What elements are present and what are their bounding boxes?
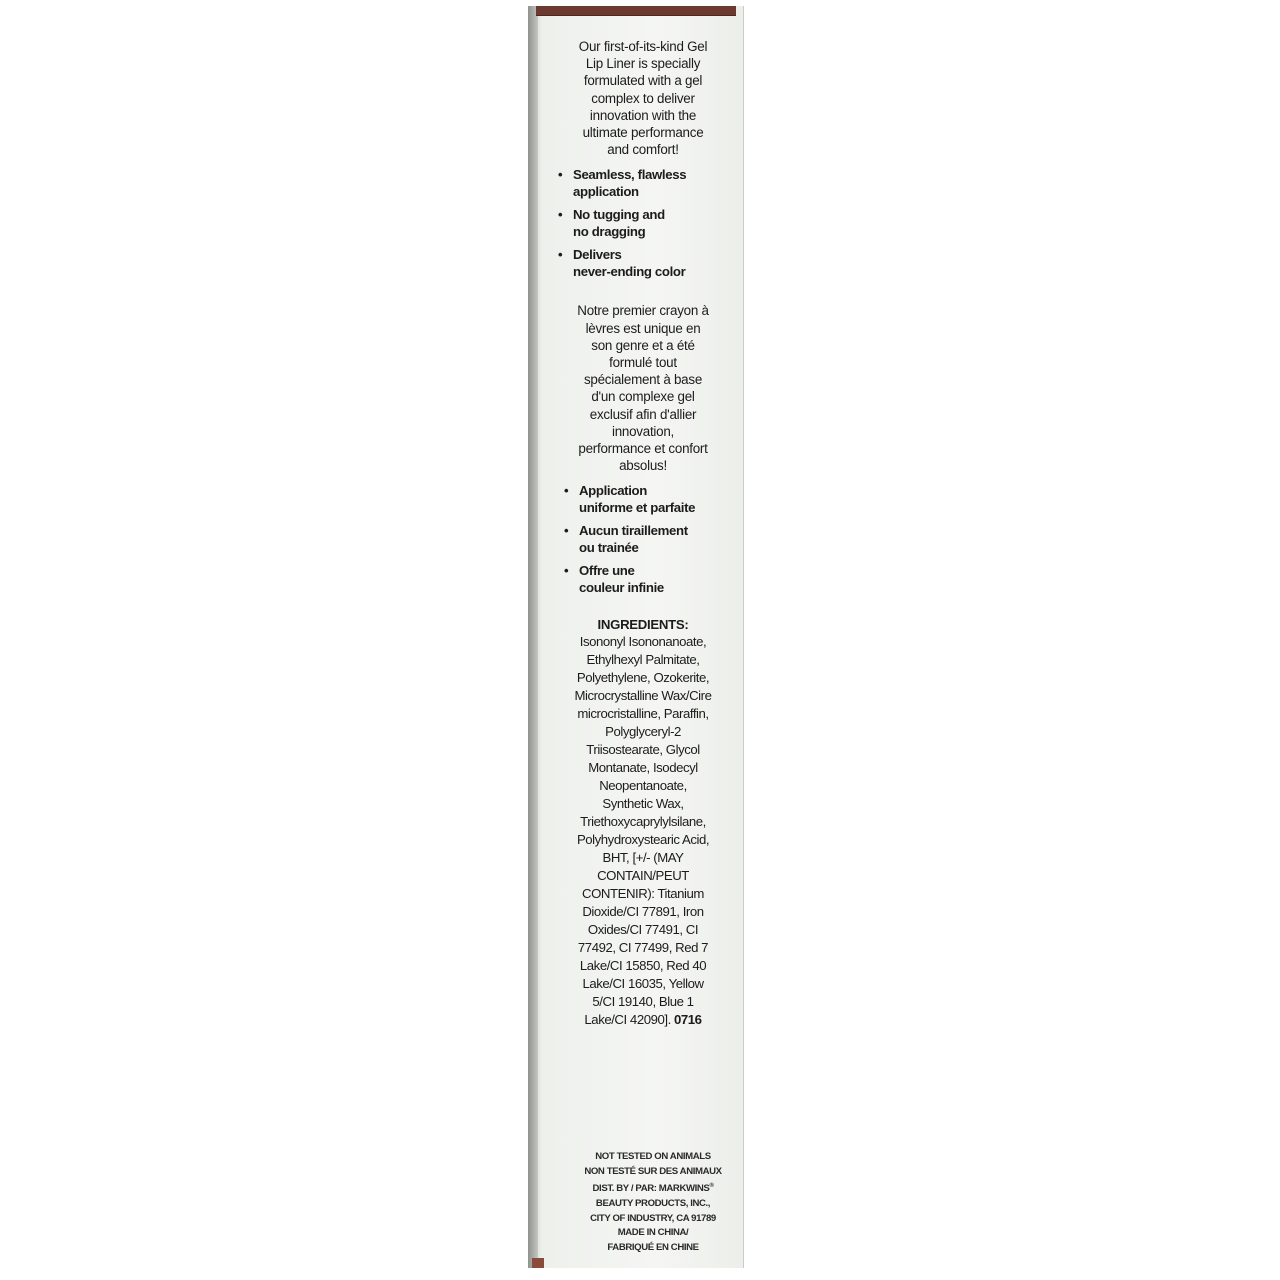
- box-top-flap: [536, 6, 736, 16]
- benefit-text: Aucun tiraillement: [579, 523, 688, 539]
- box-fold-edge: [528, 6, 538, 1268]
- ingredient-line: Polyglyceryl-2: [605, 724, 681, 740]
- bullet-icon: •: [558, 247, 563, 263]
- batch-code: 0716: [674, 1012, 702, 1028]
- benefit-text: No tugging and: [573, 207, 665, 223]
- french-benefits-list: [552, 482, 734, 596]
- english-benefits-list: [552, 166, 734, 280]
- french-line: performance et confort: [578, 441, 708, 457]
- ingredient-line: Neopentanoate,: [599, 778, 687, 794]
- benefit-item: [564, 522, 734, 556]
- ingredient-line: microcristalline, Paraffin,: [577, 706, 709, 722]
- french-line: d'un complexe gel: [591, 389, 695, 405]
- box-copy: [552, 38, 734, 1029]
- french-line: innovation,: [611, 423, 675, 439]
- bullet-icon: •: [558, 207, 563, 223]
- benefit-text: never-ending color: [573, 264, 686, 280]
- benefit-text: Application: [579, 483, 647, 499]
- ingredient-line: Polyhydroxystearic Acid,: [576, 832, 710, 848]
- benefit-item: [558, 166, 734, 200]
- benefit-text: application: [573, 184, 639, 200]
- ingredients-list: [552, 633, 734, 1029]
- legal-line: NOT TESTED ON ANIMALS: [595, 1151, 711, 1162]
- legal-line: MADE IN CHINA/: [617, 1227, 689, 1239]
- ingredient-line: Lake/CI 16035, Yellow: [582, 976, 704, 992]
- legal-line: CITY OF INDUSTRY, CA 91789: [590, 1212, 716, 1224]
- english-line: Lip Liner is specially: [585, 56, 701, 72]
- ingredient-line: BHT, [+/- (MAY: [602, 850, 684, 866]
- english-line: Our first-of-its-kind Gel: [578, 39, 708, 54]
- benefit-text: uniforme et parfaite: [579, 500, 696, 516]
- french-line: spécialement à base: [583, 372, 703, 388]
- ingredient-line: Polyethylene, Ozokerite,: [576, 670, 710, 686]
- ingredient-line: 77492, CI 77499, Red 7: [577, 940, 709, 956]
- benefit-text: Seamless, flawless: [573, 167, 687, 183]
- benefit-item: [558, 246, 734, 280]
- english-line: innovation with the: [589, 107, 697, 123]
- ingredient-line: Montanate, Isodecyl: [588, 760, 698, 776]
- legal-line: [568, 1179, 738, 1197]
- benefit-item: [558, 206, 734, 240]
- bullet-icon: •: [564, 483, 569, 499]
- bullet-icon: •: [558, 167, 563, 183]
- benefit-item: [564, 562, 734, 596]
- legal-footer: [568, 1150, 738, 1255]
- ingredient-line: Dioxide/CI 77891, Iron: [582, 904, 704, 920]
- benefit-item: [564, 482, 734, 516]
- french-line: formulé tout: [609, 355, 677, 371]
- benefit-text: couleur infinie: [579, 580, 664, 596]
- french-line: exclusif afin d'allier: [589, 406, 697, 422]
- english-description: [552, 38, 734, 158]
- french-line: absolus!: [619, 458, 667, 474]
- legal-line: NON TESTÉ SUR DES ANIMAUX: [584, 1165, 722, 1177]
- ingredient-line: Oxides/CI 77491, CI: [587, 922, 699, 938]
- ingredient-line: CONTENIR): Titanium: [582, 886, 704, 902]
- benefit-text: no dragging: [573, 224, 646, 240]
- ingredient-line: Lake/CI 42090].: [584, 1012, 671, 1028]
- legal-line: FABRIQUÉ EN CHINE: [607, 1241, 699, 1253]
- french-line: son genre et a été: [591, 337, 695, 353]
- box-bottom-flap: [532, 1258, 544, 1268]
- benefit-text: Offre une: [579, 563, 635, 579]
- ingredient-line: 5/CI 19140, Blue 1: [592, 994, 694, 1010]
- ingredients-heading: INGREDIENTS:: [597, 617, 689, 633]
- english-line: complex to deliver: [591, 90, 695, 106]
- english-line: and comfort!: [607, 142, 679, 158]
- french-description: [552, 302, 734, 474]
- ingredient-line: CONTAIN/PEUT: [597, 868, 689, 884]
- english-line: ultimate performance: [582, 125, 704, 141]
- distributor-text: DIST. BY / PAR: MARKWINS: [592, 1183, 710, 1195]
- ingredient-line: Isononyl Isononanoate,: [579, 634, 707, 650]
- ingredient-line: Triethoxycaprylylsilane,: [580, 814, 706, 830]
- bullet-icon: •: [564, 563, 569, 579]
- french-line: lèvres est unique en: [585, 320, 701, 336]
- english-line: formulated with a gel: [583, 73, 703, 89]
- ingredient-line: Triisostearate, Glycol: [586, 742, 700, 758]
- lip-liner-box-side-panel: [528, 6, 743, 1268]
- benefit-text: Delivers: [573, 247, 622, 263]
- ingredient-line: Lake/CI 15850, Red 40: [579, 958, 707, 974]
- ingredient-line: Synthetic Wax,: [602, 796, 684, 812]
- registered-mark: ®: [709, 1183, 714, 1190]
- french-line: Notre premier crayon à: [577, 303, 709, 319]
- benefit-text: ou trainée: [579, 540, 639, 556]
- ingredient-line: Microcrystalline Wax/Cire: [574, 688, 712, 704]
- ingredient-line: Ethylhexyl Palmitate,: [586, 652, 700, 668]
- legal-line: BEAUTY PRODUCTS, INC.,: [595, 1197, 711, 1209]
- bullet-icon: •: [564, 523, 569, 539]
